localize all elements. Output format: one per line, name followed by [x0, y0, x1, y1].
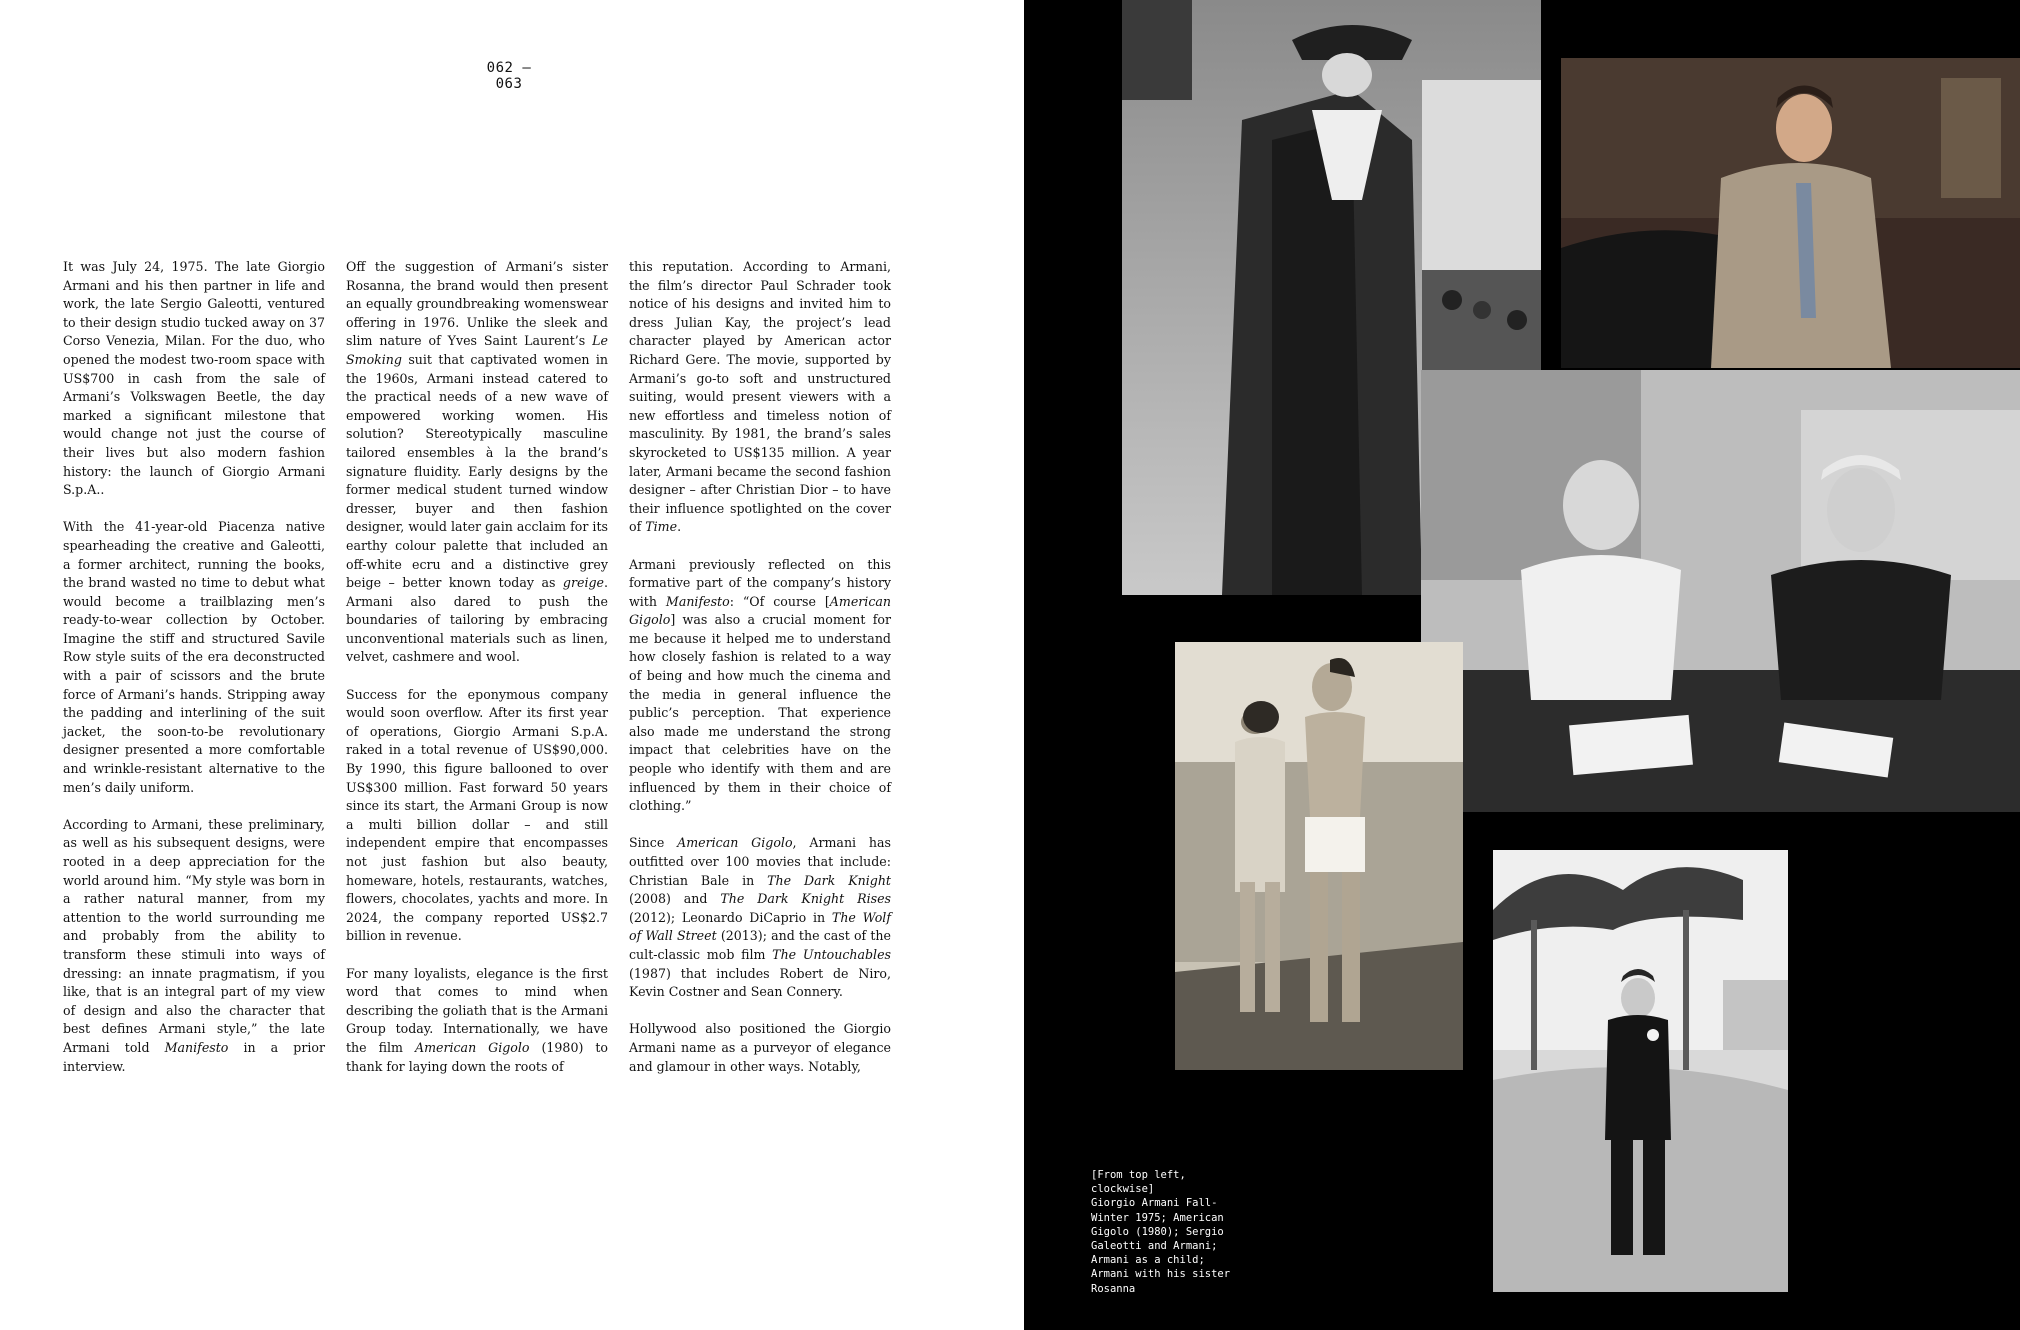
text-column-1	[63, 258, 325, 1095]
photo-caption: [From top left, clockwise] Giorgio Armani Fall- Winter 1975; American Gigolo (1980); Sergio Galeotti and Armani; Armani as a child; Armani with his sister Rosanna	[1091, 1169, 1231, 1295]
american-gigolo-photo	[1561, 58, 2020, 368]
paragraph: Since American Gigolo, Armani has outfitted over 100 movies that include: Christian Bale in The Dark Knight (2008) and The Dark Knight Rises (2012); Leonardo DiCaprio in The Wolf of Wall Street (2013); and the cast of the cult-classic mob film The Untouchables (1987) that includes Robert de Niro, Kevin Costner and Sean Connery.	[629, 835, 892, 1000]
paragraph: It was July 24, 1975. The late Giorgio Armani and his then partner in life and work, the late Sergio Galeotti, ventured to their design studio tucked away on 37 Corso Venezia, Milan. For the duo, who opened the modest two-room space with US$700 in cash from the sale of Armani’s Volkswagen Beetle, the day marked a significant milestone that would change not just the course of their lives but also modern fashion history: the launch of Giorgio Armani S.p.A..	[63, 259, 325, 498]
italic-title: greige	[562, 575, 604, 591]
text-column-3	[629, 258, 891, 1095]
paragraph: this reputation. According to Armani, the film’s director Paul Schrader took notice of his designs and invited him to dress Julian Kay, the project’s lead character played by American actor Richard Gere. The movie, supported by Armani’s go-to soft and unstructured suiting, would present viewers with a new effortless and timeless notion of masculinity. By 1981, the brand’s sales skyrocketed to US$135 million. A year later, Armani became the second fashion designer – after Christian Dior – to have their influence spotlighted on the cover of Time.	[629, 259, 891, 535]
paragraph: Hollywood also positioned the Giorgio Armani name as a purveyor of elegance and glamour in other ways. Notably,	[629, 1021, 891, 1074]
italic-title: The Dark Knight	[767, 872, 891, 888]
italic-title: Manifesto	[164, 1039, 229, 1055]
right-page	[1024, 0, 2020, 1330]
text-column-2	[346, 258, 608, 1095]
galeotti-armani-photo	[1421, 370, 2020, 812]
italic-title: American Gigolo	[414, 1039, 530, 1055]
italic-title: Time	[645, 519, 678, 535]
italic-title: The Dark Knight Rises	[720, 891, 891, 907]
paragraph: With the 41-year-old Piacenza native spearheading the creative and Galeotti, a former architect, running the books, the brand wasted no time to debut what would become a trailblazing men’s ready-to-wear collection by October. Imagine the stiff and structured Savile Row style suits of the era deconstructed with a pair of scissors and the brute force of Armani’s hands. Stripping away the padding and interlining of the suit jacket, the soon-to-be revolutionary designer presented a more comfortable and wrinkle-resistant alternative to the men’s daily uniform.	[63, 519, 325, 795]
paragraph: According to Armani, these preliminary, as well as his subsequent designs, were rooted in a deep appreciation for the world around him. “My style was born in a rather natural manner, from my attention to the world surrounding me and probably from the ability to transform these stimuli into ways of dressing: an innate pragmatism, if you like, that is an integral part of my view of design and also the character that best defines Armani style,” the late Armani told Manifesto in a prior interview.	[63, 816, 325, 1074]
italic-title: American Gigolo	[629, 593, 891, 628]
italic-title: The Untouchables	[772, 946, 891, 962]
paragraph: Armani previously reflected on this formative part of the company’s history with Manifesto: “Of course [American Gigolo] was also a crucial moment for me because it helped me to understand how closely fashion is related to a way of being and how much the cinema and the media in general influence the public’s perception. That experience also made me understand the strong impact that celebrities have on the people who identify with them and are influenced by them in their choice of clothing.”	[629, 556, 891, 814]
italic-title: The Wolf of Wall Street	[629, 909, 891, 944]
italic-title: Le Smoking	[346, 333, 608, 367]
paragraph: Success for the eponymous company would soon overflow. After its first year of operations, Giorgio Armani S.p.A. raked in a total revenue of US$90,000. By 1990, this figure ballooned to over US$300 million. Fast forward 50 years since its start, the Armani Group is now a multi billion dollar – and still independent empire that encompasses not just fashion but also beauty, homeware, hotels, restaurants, watches, flowers, chocolates, yachts and more. In 2024, the company reported US$2.7 billion in revenue.	[346, 686, 608, 944]
italic-title: Manifesto	[665, 593, 730, 609]
paragraph: Off the suggestion of Armani’s sister Rosanna, the brand would then present an equally groundbreaking womenswear offering in 1976. Unlike the sleek and slim nature of Yves Saint Laurent’s Le Smoking suit that captivated women in the 1960s, Armani instead catered to the practical needs of a new wave of empowered working women. His solution? Stereotypically masculine tailored ensembles à la the brand’s signature fluidity. Early designs by the former medical student turned window dresser, buyer and then fashion designer, would later gain acclaim for its earthy colour palette that included an off-white ecru and a distinctive grey beige – better known today as greige. Armani also dared to push the boundaries of tailoring by embracing unconventional materials such as linen, velvet, cashmere and wool.	[346, 259, 608, 665]
armani-child-photo	[1493, 850, 1788, 1292]
page-numbers: 062 – 063	[486, 60, 532, 92]
paragraph: For many loyalists, elegance is the first word that comes to mind when describing the goliath that is the Armani Group today. Internationally, we have the film American Gigolo (1980) to thank for laying down the roots of	[346, 965, 608, 1074]
armani-sister-photo	[1175, 642, 1463, 1070]
italic-title: American Gigolo	[677, 835, 793, 851]
